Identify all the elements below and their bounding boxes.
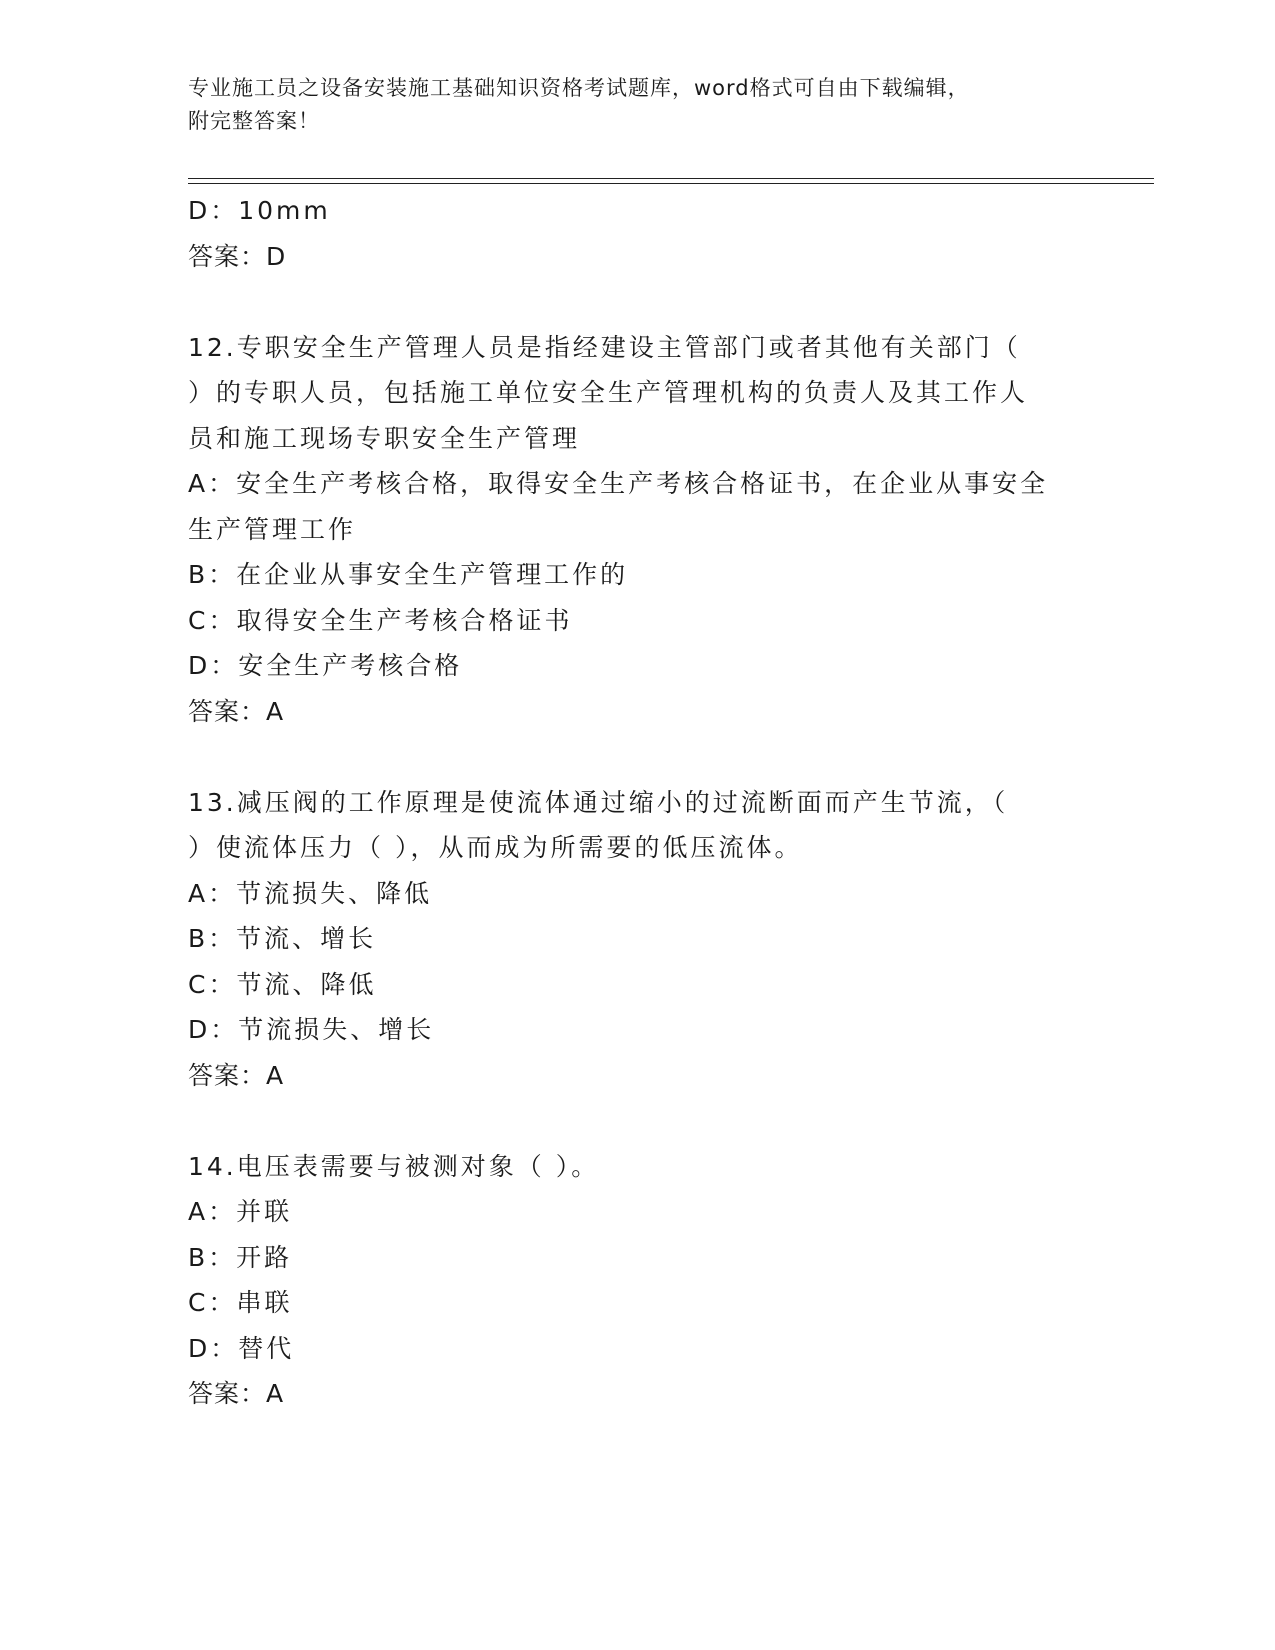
- header-line-2: 附完整答案！: [188, 109, 320, 133]
- document-body: [188, 188, 1088, 1417]
- option-a: A：节流损失、降低: [188, 878, 433, 908]
- option-a-continued: 生产管理工作: [188, 514, 357, 544]
- question-stem-line: 13.减压阀的工作原理是使流体通过缩小的过流断面而产生节流，（: [188, 787, 1009, 817]
- answer-line: 答案：D: [188, 241, 287, 271]
- option-d: D：替代: [188, 1333, 295, 1363]
- previous-question-tail: [188, 188, 1088, 279]
- question-stem-line: ）的专职人员，包括施工单位安全生产管理机构的负责人及其工作人: [188, 378, 1029, 407]
- option-b: B：节流、增长: [188, 924, 377, 953]
- question-stem-line: ）使流体压力（ ），从而成为所需要的低压流体。: [188, 833, 803, 862]
- option-c: C：节流、降低: [188, 969, 377, 999]
- option-b: B：开路: [188, 1242, 293, 1272]
- header-divider-bottom: [188, 183, 1154, 184]
- option-d: D：安全生产考核合格: [188, 651, 463, 680]
- spacer: [188, 734, 1088, 780]
- question-14: [188, 1144, 1088, 1417]
- header-divider-top: [188, 178, 1154, 179]
- question-stem-line: 14.电压表需要与被测对象（ ）。: [188, 1151, 600, 1181]
- answer-line: 答案：A: [188, 696, 285, 726]
- option-d: D：10mm: [188, 196, 331, 225]
- answer-line: 答案：A: [188, 1060, 285, 1090]
- option-a: A：并联: [188, 1197, 293, 1226]
- header-line-1: 专业施工员之设备安装施工基础知识资格考试题库，word格式可自由下载编辑，: [188, 76, 970, 100]
- spacer: [188, 279, 1088, 325]
- option-b: B：在企业从事安全生产管理工作的: [188, 560, 629, 589]
- document-header: [188, 72, 1088, 138]
- spacer: [188, 1098, 1088, 1144]
- option-a: A：安全生产考核合格，取得安全生产考核合格证书，在企业从事安全: [188, 469, 1049, 498]
- option-c: C：取得安全生产考核合格证书: [188, 605, 573, 635]
- question-13: [188, 780, 1088, 1099]
- question-stem-line: 员和施工现场专职安全生产管理: [188, 423, 581, 453]
- answer-line: 答案：A: [188, 1379, 285, 1408]
- option-d: D：节流损失、增长: [188, 1015, 435, 1044]
- question-stem-line: 12.专职安全生产管理人员是指经建设主管部门或者其他有关部门（: [188, 332, 1021, 362]
- option-c: C：串联: [188, 1288, 293, 1317]
- question-12: [188, 325, 1088, 735]
